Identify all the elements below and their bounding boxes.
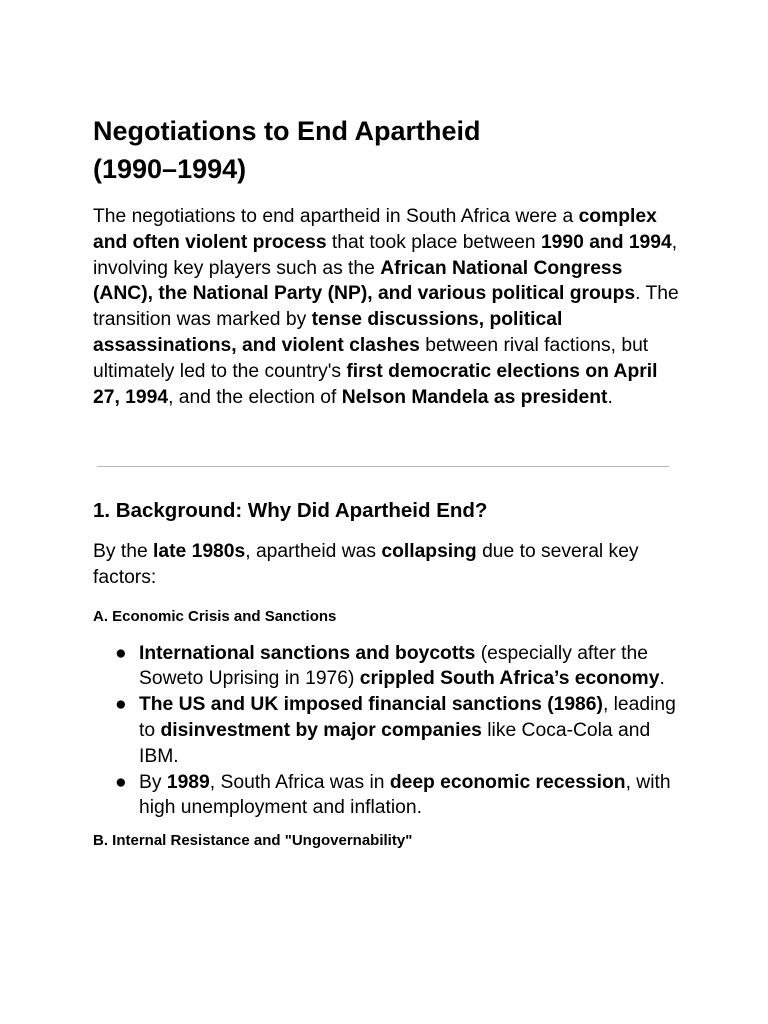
section-background xyxy=(93,496,683,851)
text-run: . xyxy=(607,386,613,408)
subheading-economic-crisis: A. Economic Crisis and Sanctions xyxy=(93,607,337,625)
text-run: , leading to xyxy=(139,694,676,741)
text-run: , with high unemployment and inflation. xyxy=(139,771,671,819)
bold-text: African National Congress (ANC), the National Party (NP), and various political groups xyxy=(93,257,636,305)
text-run: By xyxy=(139,771,167,793)
bold-text: late 1980s xyxy=(153,541,246,562)
title-line-1: Negotiations to End Apartheid xyxy=(93,116,481,146)
section-heading: 1. Background: Why Did Apartheid End? xyxy=(93,499,488,522)
bold-text: International sanctions and boycotts xyxy=(139,642,476,664)
bold-text: 1990 and 1994 xyxy=(540,231,672,253)
text-run: that took place between xyxy=(326,231,541,253)
bold-text: complex and often violent process xyxy=(93,206,657,253)
bold-text: The US and UK imposed financial sanctions (1986) xyxy=(139,694,603,716)
bold-text: 1989 xyxy=(166,771,210,793)
list-item-text xyxy=(139,694,676,767)
bullet-icon: ● xyxy=(115,642,127,664)
text-run: like Coca-Cola and IBM. xyxy=(139,719,651,767)
list-item xyxy=(93,692,683,769)
text-run: due to several key factors: xyxy=(93,541,639,588)
list-item-text xyxy=(139,772,671,819)
bold-text: tense discussions, political assassinations, and violent clashes xyxy=(93,309,563,356)
intro-block xyxy=(93,112,683,410)
text-run: The negotiations to end apartheid in South Africa were a xyxy=(93,206,579,227)
intro-paragraph xyxy=(93,204,683,410)
text-run: (especially after the Soweto Uprising in 1976) xyxy=(139,642,648,690)
text-run: , apartheid was xyxy=(245,541,382,562)
bullet-icon: ● xyxy=(115,771,127,793)
text-run: , South Africa was in xyxy=(209,771,390,793)
subheading-internal-resistance: B. Internal Resistance and "Ungovernability" xyxy=(93,832,413,850)
text-run: . The transition was marked by xyxy=(93,283,679,331)
section-paragraph xyxy=(93,539,683,591)
bold-text: deep economic recession xyxy=(389,771,626,793)
text-run: , and the election of xyxy=(168,386,342,408)
list-item xyxy=(93,641,683,693)
bold-text: first democratic elections on April 27, 1994 xyxy=(93,360,658,408)
page-title xyxy=(93,112,683,188)
bullet-list xyxy=(93,641,683,822)
list-item-text xyxy=(139,643,665,690)
text-run: between rival factions, but ultimately led to the country's xyxy=(93,334,649,382)
text-run: By the xyxy=(93,541,154,562)
text-run: , involving key players such as the xyxy=(93,231,678,279)
bold-text: collapsing xyxy=(381,541,477,562)
title-line-2: (1990–1994) xyxy=(93,154,247,184)
bold-text: crippled South Africa’s economy xyxy=(359,668,660,690)
bold-text: Nelson Mandela as president xyxy=(341,386,608,408)
bold-text: disinvestment by major companies xyxy=(160,719,482,741)
bullet-icon: ● xyxy=(115,694,127,716)
horizontal-divider xyxy=(97,466,669,467)
text-run: . xyxy=(659,668,665,690)
list-item xyxy=(93,770,683,822)
